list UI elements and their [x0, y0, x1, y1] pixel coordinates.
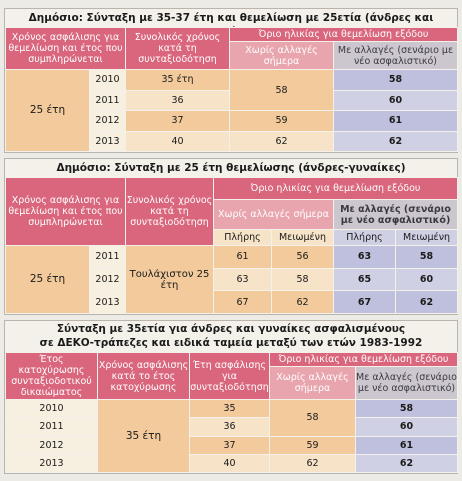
table3-col-with-changes: Με αλλαγές (σενάριο με νέο ασφαλιστικό): [356, 367, 458, 400]
table2-col-total-years: Συνολικός χρόνος κατά τη συνταξιοδότηση: [126, 178, 214, 246]
table3-row-years: 40: [190, 454, 270, 472]
table1-row-with-change: 62: [334, 131, 458, 152]
table1-col-insurance-year: Χρόνος ασφάλισης για θεμελίωση και έτος που συμπληρώνεται: [6, 28, 126, 70]
table2-col-insurance-year: Χρόνος ασφάλισης για θεμελίωση και έτος που συμπληρώνεται: [6, 178, 126, 246]
table1-group-label: 25 έτη: [6, 70, 90, 152]
table1-row-year: 2013: [90, 131, 126, 152]
table3-row-years: 35: [190, 400, 270, 418]
table3-col-insurance-time: Χρόνος ασφάλισης κατά το έτος κατοχύρωσης: [98, 353, 190, 400]
table1-row-no-change: 62: [230, 131, 334, 152]
table3-col-year-acquired: Έτος κατοχύρωσης συνταξιοδοτικού δικαιώματος: [6, 353, 98, 400]
table3-row-years: 36: [190, 418, 270, 436]
table3-row-year: 2013: [6, 454, 98, 472]
table1-row-no-change: 59: [230, 111, 334, 132]
table3-row-year: 2010: [6, 400, 98, 418]
table3-title-line2: σε ΔΕΚΟ-τράπεζες και ειδικά ταμεία μεταξύ των ετών 1983-1992: [39, 337, 423, 349]
table2-row-wc-reduced: 62: [396, 291, 458, 314]
table2-col-reduced: Μειωμένη: [272, 230, 334, 246]
table1-col-age-limit: Όριο ηλικίας για θεμελίωση εξόδου: [230, 28, 458, 42]
table1-title: Δημόσιο: Σύνταξη με 35-37 έτη και θεμελίωση με 25ετία (άνδρες και: [28, 12, 434, 24]
table1-row-year: 2012: [90, 111, 126, 132]
table3-row-no-change: 62: [270, 454, 356, 472]
table1-row-with-change: 60: [334, 90, 458, 111]
table2-row-wc-reduced: 60: [396, 268, 458, 291]
table3: [5, 352, 458, 473]
table2-col-full-new: Πλήρης: [334, 230, 396, 246]
table2-row-nc-full: 61: [214, 246, 272, 269]
table3-insurance-label: 35 έτη: [98, 400, 190, 473]
table3-row-no-change: 59: [270, 436, 356, 454]
table2-row-wc-reduced: 58: [396, 246, 458, 269]
table3-row-with-change: 60: [356, 418, 458, 436]
table1-row-year: 2010: [90, 70, 126, 91]
table2-group-label: 25 έτη: [6, 246, 90, 314]
table2-row-wc-full: 65: [334, 268, 396, 291]
table1-row-with-change: 58: [334, 70, 458, 91]
table1-row-year: 2011: [90, 90, 126, 111]
table2-row-nc-full: 63: [214, 268, 272, 291]
table3-col-no-changes: Χωρίς αλλαγές σήμερα: [270, 367, 356, 400]
table3-row-year: 2011: [6, 418, 98, 436]
table2-row-wc-full: 63: [334, 246, 396, 269]
table2-row-year: 2011: [90, 246, 126, 269]
table3-col-years-insurance: Έτη ασφάλισης για συνταξιοδότηση: [190, 353, 270, 400]
table3-row-no-change: 58: [270, 400, 356, 437]
table2-row-nc-reduced: 58: [272, 268, 334, 291]
table3-row-year: 2012: [6, 436, 98, 454]
table2-total-label: Τουλάχιστον 25 έτη: [126, 246, 214, 314]
table2: [5, 177, 458, 314]
table1-row-total: 40: [126, 131, 230, 152]
table2-row-nc-reduced: 56: [272, 246, 334, 269]
table3-row-years: 37: [190, 436, 270, 454]
table2-col-reduced-new: Μειωμένη: [396, 230, 458, 246]
table1-row-total: 36: [126, 90, 230, 111]
table1-col-no-changes: Χωρίς αλλαγές σήμερα: [230, 42, 334, 70]
table2-row-nc-reduced: 62: [272, 291, 334, 314]
table2-row-year: 2013: [90, 291, 126, 314]
table3-row-with-change: 62: [356, 454, 458, 472]
table1-row-no-change: 58: [230, 70, 334, 111]
table1-row-with-change: 61: [334, 111, 458, 132]
table1-block: [4, 8, 458, 153]
table3-row-with-change: 58: [356, 400, 458, 418]
table3-row-with-change: 61: [356, 436, 458, 454]
table2-row-year: 2012: [90, 268, 126, 291]
table1: [5, 27, 458, 152]
table2-row-nc-full: 67: [214, 291, 272, 314]
table2-col-no-changes: Χωρίς αλλαγές σήμερα: [214, 200, 334, 230]
table2-title: Δημόσιο: Σύνταξη με 25 έτη θεμελίωσης (άνδρες-γυναίκες): [56, 162, 406, 174]
table1-row-total: 37: [126, 111, 230, 132]
table2-row-wc-full: 67: [334, 291, 396, 314]
table3-title-line1: Σύνταξη με 35ετία για άνδρες και γυναίκες ασφαλισμένους: [56, 323, 406, 335]
table2-col-full: Πλήρης: [214, 230, 272, 246]
table1-row-total: 35 έτη: [126, 70, 230, 91]
table3-col-age-limit: Όριο ηλικίας για θεμελίωση εξόδου: [270, 353, 458, 367]
table2-block: [4, 158, 458, 315]
table1-col-with-changes: Με αλλαγές (σενάριο με νέο ασφαλιστικό): [334, 42, 458, 70]
table2-col-age-limit: Όριο ηλικίας για θεμελίωση εξόδου: [214, 178, 458, 200]
table3-block: [4, 320, 458, 474]
table1-col-total-years: Συνολικός χρόνος κατά τη συνταξιοδότηση: [126, 28, 230, 70]
table2-col-with-changes: Με αλλαγές (σενάριο με νέο ασφαλιστικό): [334, 200, 458, 230]
